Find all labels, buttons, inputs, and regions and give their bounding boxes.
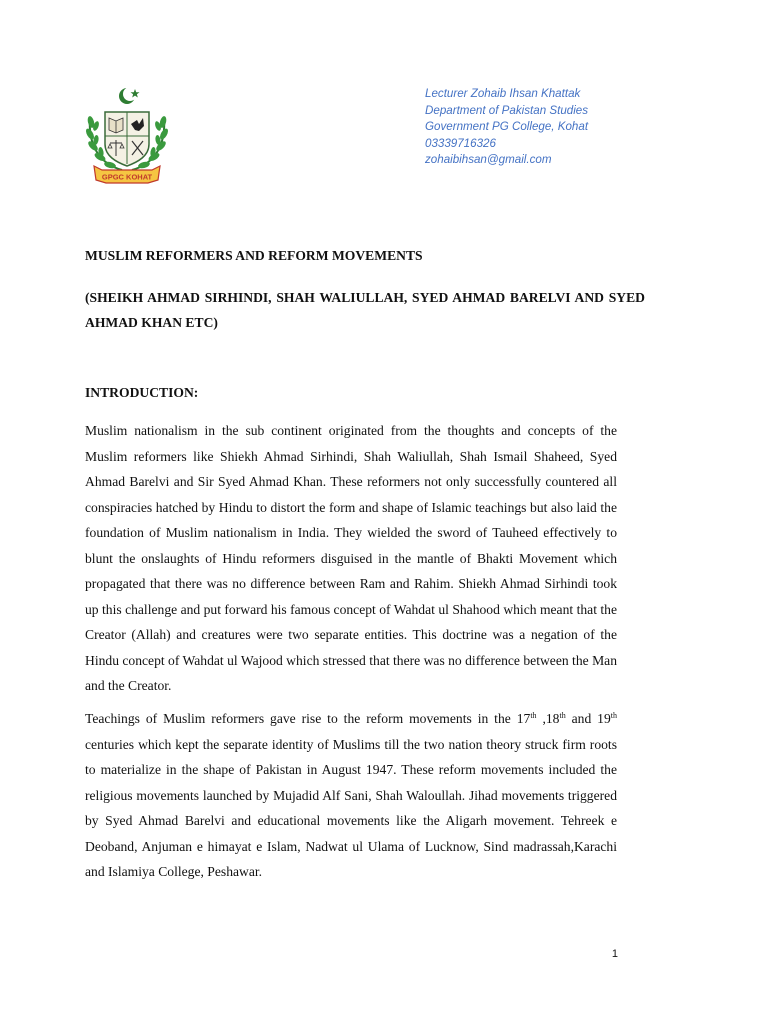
department-name: Department of Pakistan Studies [425, 103, 589, 117]
institution-name: Government PG College, Kohat [425, 120, 589, 133]
superscript-ordinal: th [530, 711, 537, 720]
paragraph-text: Teachings of Muslim reformers gave rise to the reform movements in the 17 [85, 711, 531, 726]
paragraph-text: ,18 [536, 711, 560, 726]
email-address: zohaibihsan@gmail.com [425, 153, 552, 166]
logo-ribbon-text: GPGC KOHAT [101, 172, 153, 182]
author-contact-block [425, 86, 745, 169]
superscript-ordinal: th [559, 711, 566, 720]
phone-number: 03339716326 [425, 136, 496, 150]
paragraph-text: and 19 [565, 711, 611, 726]
college-crest-icon [82, 84, 172, 188]
page-number: 1 [611, 948, 618, 960]
paragraph-text: centuries which kept the separate identity of Muslims till the two nation theory struck firm roots to materialize in the shape of Pakistan in August 1947. These reform movements included the religious movements launched by Mujadid Alf Sani, Shah Waloullah. Jihad movements triggered by Syed Ahmad Barelvi and educational movements like the Aligarh movement. Tehreek e Deoband, Anjuman e himayat e Islam, Nadwat ul Ulama of Lucknow, Sind madrassah,Karachi and Islamiya College, Peshawar. [85, 736, 617, 879]
author-name: Lecturer Zohaib Ihsan Khattak [425, 87, 581, 100]
paragraph-introduction: Muslim nationalism in the sub continent originated from the thoughts and concepts of the Muslim reformers like Shiekh Ahmad Sirhindi, Shah Waliullah, Shah Ismail Shaheed, Syed Ahmad Barelvi and Sir Syed Ahmad Khan. These reformers not only successfully countered all conspiracies hatched by Hindu to distort the form and shape of Islamic teachings but also laid the foundation of Muslim nationalism in India. They wielded the sword of Tauheed effectively to blunt the onslaughts of Hindu reformers disguised in the mantle of Bhakti Movement which propagated that there was no difference between Ram and Rahim. Shiekh Ahmad Sirhindi took up this challenge and put forward his famous concept of Wahdat ul Shahood which meant that the Creator (Allah) and creatures were two separate entities. This doctrine was a negation of the Hindu concept of Wahdat ul Wajood which stressed that there was no difference between the Man and the Creator. [85, 423, 617, 693]
document-subtitle: (SHEIKH AHMAD SIRHINDI, SHAH WALIULLAH, SYED AHMAD BARELVI AND SYED AHMAD KHAN ETC) [85, 290, 645, 330]
superscript-ordinal: th [610, 711, 617, 720]
paragraph-reform-movements [85, 706, 617, 885]
document-title: MUSLIM REFORMERS AND REFORM MOVEMENTS [85, 248, 423, 263]
introduction-heading: INTRODUCTION: [85, 385, 199, 400]
